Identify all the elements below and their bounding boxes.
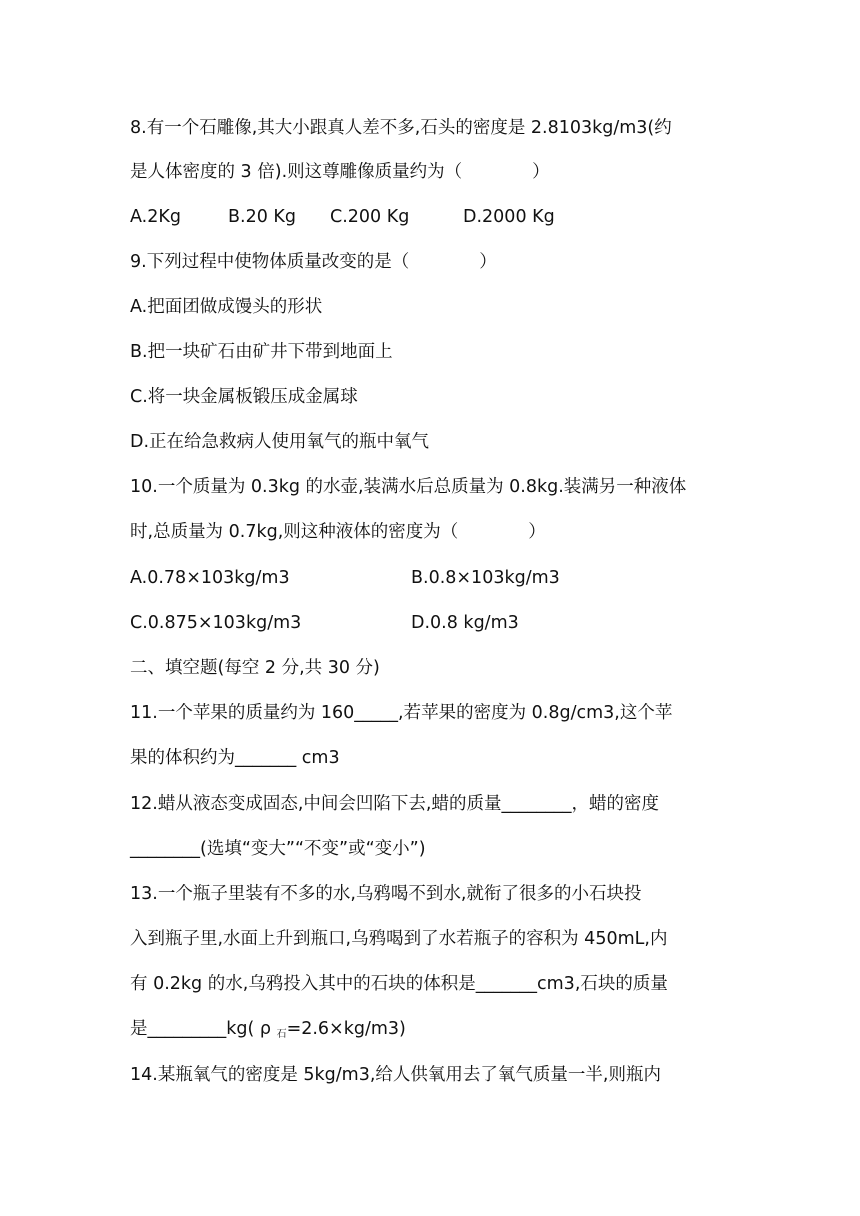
q13-line4-pre: 是_________kg( ρ bbox=[130, 1019, 277, 1039]
q8-option-b: B.20 Kg bbox=[228, 207, 296, 227]
q8-stem-line2: 是人体密度的 3 倍).则这尊雕像质量约为（ ） bbox=[130, 162, 550, 182]
q8-option-c: C.200 Kg bbox=[330, 207, 410, 227]
q9-option-a: A.把面团做成馒头的形状 bbox=[130, 297, 323, 317]
section-title: 二、填空题(每空 2 分,共 30 分) bbox=[130, 658, 380, 678]
q13-line4-post: =2.6×kg/m3) bbox=[286, 1019, 406, 1039]
q8-option-d: D.2000 Kg bbox=[463, 207, 555, 227]
q12-line2: ________(选填“变大”“不变”或“变小”) bbox=[130, 839, 426, 859]
q10-option-c: C.0.875×103kg/m3 bbox=[130, 613, 302, 633]
q13-line4 bbox=[130, 1017, 740, 1047]
q12-line1: 12.蜡从液态变成固态,中间会凹陷下去,蜡的质量________，蜡的密度 bbox=[130, 794, 659, 814]
q8-options bbox=[130, 205, 740, 229]
q10-option-a: A.0.78×103kg/m3 bbox=[130, 568, 290, 588]
q10-stem-line1: 10.一个质量为 0.3kg 的水壶,装满水后总质量为 0.8kg.装满另一种液体 bbox=[130, 477, 687, 497]
q14-line1: 14.某瓶氧气的密度是 5kg/m3,给人供氧用去了氧气质量一半,则瓶内 bbox=[130, 1065, 661, 1085]
q13-line3: 有 0.2kg 的水,乌鸦投入其中的石块的体积是_______cm3,石块的质量 bbox=[130, 974, 668, 994]
q10-stem-line2: 时,总质量为 0.7kg,则这种液体的密度为（ ） bbox=[130, 522, 546, 542]
q10-options-row2 bbox=[130, 611, 740, 635]
q13-rho-subscript: 石 bbox=[276, 1029, 287, 1040]
q11-line2: 果的体积约为_______ cm3 bbox=[130, 748, 340, 768]
q13-line1: 13.一个瓶子里装有不多的水,乌鸦喝不到水,就衔了很多的小石块投 bbox=[130, 884, 642, 904]
q9-stem: 9.下列过程中使物体质量改变的是（ ） bbox=[130, 252, 497, 272]
q9-option-b: B.把一块矿石由矿井下带到地面上 bbox=[130, 342, 393, 362]
q9-option-d: D.正在给急救病人使用氧气的瓶中氧气 bbox=[130, 432, 430, 452]
q8-stem-line1: 8.有一个石雕像,其大小跟真人差不多,石头的密度是 2.8103kg/m3(约 bbox=[130, 118, 672, 138]
q13-line2: 入到瓶子里,水面上升到瓶口,乌鸦喝到了水若瓶子的容积为 450mL,内 bbox=[130, 929, 668, 949]
q8-option-a: A.2Kg bbox=[130, 207, 181, 227]
q10-options-row1 bbox=[130, 566, 740, 590]
q11-line1: 11.一个苹果的质量约为 160_____,若苹果的密度为 0.8g/cm3,这个苹 bbox=[130, 703, 673, 723]
q10-option-b: B.0.8×103kg/m3 bbox=[411, 568, 560, 588]
q10-option-d: D.0.8 kg/m3 bbox=[411, 613, 519, 633]
q9-option-c: C.将一块金属板锻压成金属球 bbox=[130, 387, 358, 407]
